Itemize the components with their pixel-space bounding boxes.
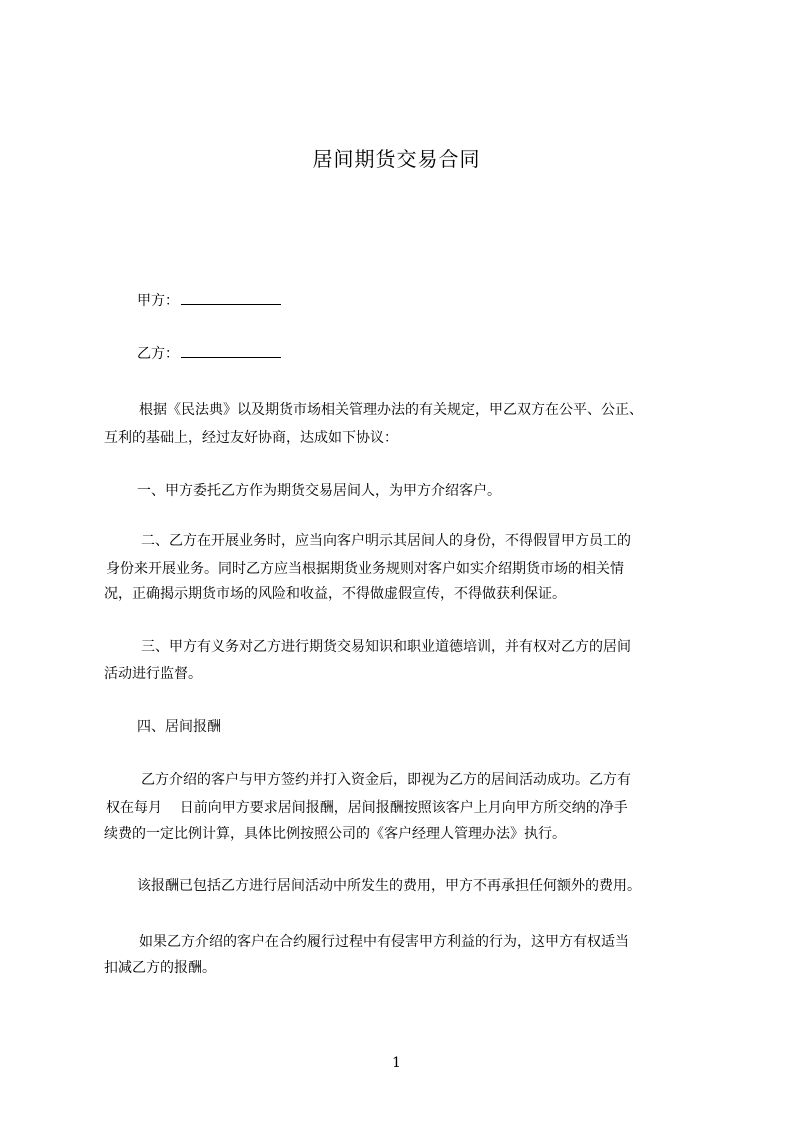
party-a-line	[137, 287, 737, 315]
clause-3-line-1: 三、甲方有义务对乙方进行期货交易知识和职业道德培训，并有权对乙方的居间	[141, 639, 631, 655]
clause-4-p1-line-3: 续费的一定比例计算，具体比例按照公司的《客户经理人管理办法》执行。	[104, 826, 566, 842]
party-b-line	[137, 340, 737, 368]
clause-1-line-1: 一、甲方委托乙方作为期货交易居间人，为甲方介绍客户。	[137, 483, 501, 499]
party-a-blank	[181, 288, 281, 305]
clause-2-line-3: 况，正确揭示期货市场的风险和收益，不得做虚假宣传，不得做获利保证。	[104, 586, 566, 602]
clause-4-p3-line-1: 如果乙方介绍的客户在合约履行过程中有侵害甲方利益的行为，这甲方有权适当	[139, 934, 629, 950]
clause-4-p2-line-1: 该报酬已包括乙方进行居间活动中所发生的费用，甲方不再承担任何额外的费用。	[137, 878, 641, 894]
clause-4-p1-line-2: 权在每月 日前向甲方要求居间报酬，居间报酬按照该客户上月向甲方所交纳的净手	[106, 800, 628, 816]
page-number: 1	[392, 1055, 401, 1071]
clause-3-line-2: 活动进行监督。	[104, 666, 202, 682]
intro-line-2: 互利的基础上，经过友好协商，达成如下协议：	[104, 430, 398, 446]
clause-4-heading: 四、居间报酬	[137, 719, 221, 735]
clause-4-p3-line-2: 扣减乙方的报酬。	[104, 960, 216, 976]
intro-line-1: 根据《民法典》以及期货市场相关管理办法的有关规定，甲乙双方在公平、公正、	[139, 402, 643, 418]
party-a-label: 甲方：	[137, 293, 179, 309]
party-b-blank	[181, 341, 281, 358]
party-b-label: 乙方：	[137, 346, 179, 362]
clause-2-line-1: 二、乙方在开展业务时，应当向客户明示其居间人的身份，不得假冒甲方员工的	[141, 533, 631, 549]
clause-2-line-2: 身份来开展业务。同时乙方应当根据期货业务规则对客户如实介绍期货市场的相关情	[106, 561, 624, 577]
clause-4-p1-line-1: 乙方介绍的客户与甲方签约并打入资金后，即视为乙方的居间活动成功。乙方有	[141, 772, 631, 788]
contract-title: 居间期货交易合同	[312, 147, 481, 171]
